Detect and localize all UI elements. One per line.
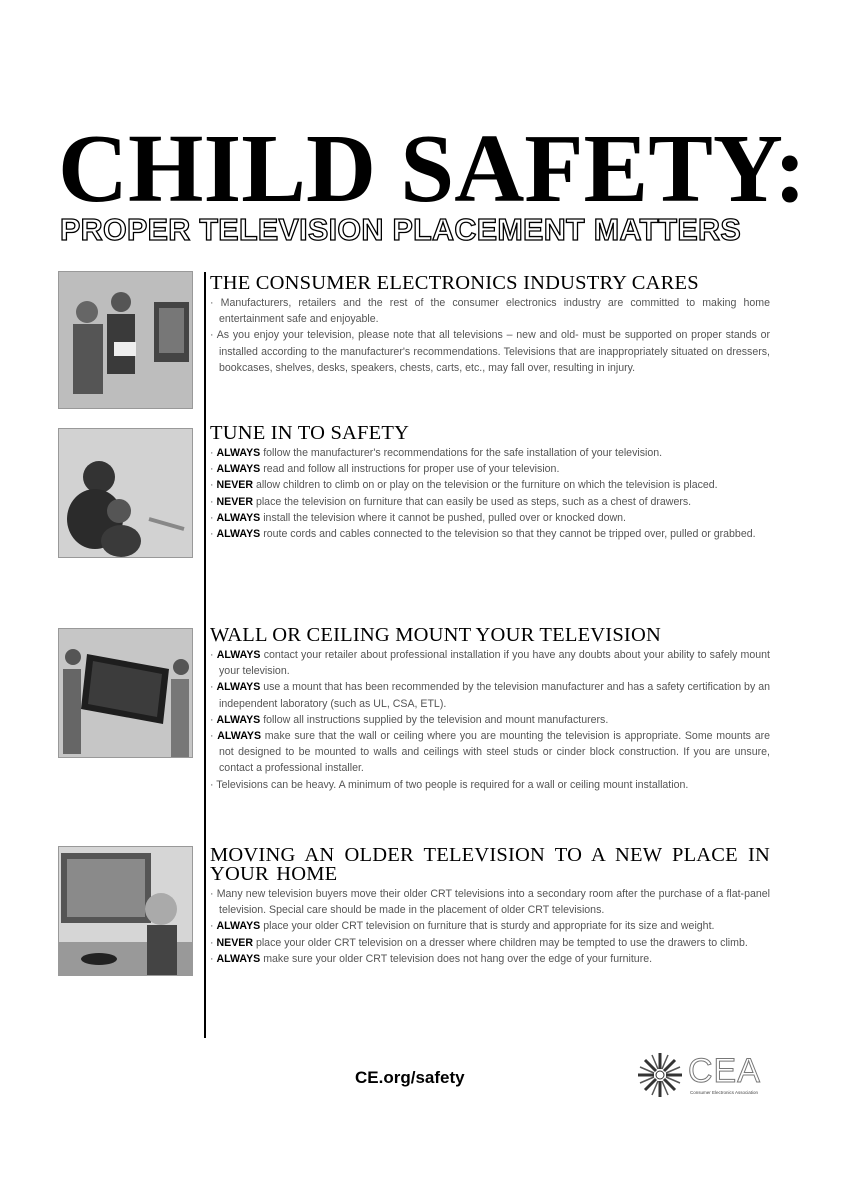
section-wall-mount — [210, 626, 770, 793]
bullet-text: As you enjoy your television, please note that all televisions – new and old- must be supported on proper stands or installed according to the manufacturer's recommendations. Televisions that are inappropriately situated on dressers, bookcases, shelves, desks, speakers, chests, carts, etc., may fall over, resulting in injury. — [216, 329, 770, 374]
bullet-text: contact your retailer about professional installation if you have any doubts about your ability to safely mount your television. — [219, 649, 770, 678]
section-heading: TUNE IN TO SAFETY — [210, 422, 410, 444]
section-tune-in-to-safety — [210, 424, 770, 542]
bullet-keyword: NEVER — [216, 479, 253, 492]
list-item: · ALWAYS make sure that the wall or ceiling where you are mounting the television is appropriate. Some mounts are not designed to be mounted to walls and ceilings with steel studs or cinder block construction. If you are unsure, contact a professional installer. — [210, 730, 771, 775]
list-item: · ALWAYS read and follow all instructions for proper use of your television. — [210, 463, 560, 476]
bullet-text: Many new television buyers move their older CRT televisions into a secondary room after the purchase of a flat-panel television. Special care should be made in the placement of older CRT televisions. — [216, 888, 770, 917]
bullet-text: Manufacturers, retailers and the rest of the consumer electronics industry are committed to making home entertainment safe and enjoyable. — [219, 297, 770, 326]
section-heading: THE CONSUMER ELECTRONICS INDUSTRY CARES — [210, 272, 699, 294]
section-heading: WALL OR CEILING MOUNT YOUR TELEVISION — [210, 624, 661, 646]
list-item: · NEVER allow children to climb on or play on the television or the furniture on which the television is placed. — [210, 479, 718, 492]
list-item: · ALWAYS use a mount that has been recommended by the television manufacturer and has a safety certification by an independent laboratory (such as UL, CSA, ETL). — [210, 681, 770, 710]
bullet-keyword: ALWAYS — [216, 920, 261, 933]
bullet-keyword: NEVER — [216, 936, 253, 949]
bullet-list — [210, 647, 770, 793]
section-industry-cares — [210, 274, 770, 376]
bullet-text: make sure that the wall or ceiling where you are mounting the television is appropriate. Some mounts are not designed to be mounted to walls and ceilings with steel studs or cinder block construction. If you are unsure, contact a professional installer. — [219, 730, 771, 775]
bullet-text: Televisions can be heavy. A minimum of two people is required for a wall or ceiling mount installation. — [216, 778, 689, 791]
logo-subtext: Consumer Electronics Association — [690, 1090, 759, 1095]
bullet-text: follow the manufacturer's recommendations for the safe installation of your television. — [263, 447, 663, 459]
photo-child-and-crt-tv — [58, 846, 193, 976]
bullet-text: use a mount that has been recommended by the television manufacturer and has a safety certification by an independent laboratory (such as UL, CSA, ETL). — [219, 681, 770, 710]
bullet-list — [210, 445, 770, 542]
bullet-keyword: ALWAYS — [216, 511, 261, 524]
bullet-text: place the television on furniture that can easily be used as steps, such as a chest of drawers. — [255, 495, 692, 508]
bullet-text: make sure your older CRT television does not hang over the edge of your furniture. — [263, 952, 653, 965]
vertical-divider — [204, 272, 206, 1038]
bullet-text: place your older CRT television on furniture that is sturdy and appropriate for its size and weight. — [263, 920, 715, 933]
page-title: CHILD SAFETY: — [58, 115, 807, 222]
bullet-text: route cords and cables connected to the television so that they cannot be tripped over, pulled or grabbed. — [263, 528, 756, 541]
list-item: · ALWAYS install the television where it cannot be pushed, pulled over or knocked down. — [210, 511, 626, 524]
bullet-text: follow all instructions supplied by the television and mount manufacturers. — [263, 713, 609, 726]
list-item: · Manufacturers, retailers and the rest of the consumer electronics industry are committed to making home entertainment safe and enjoyable. — [210, 297, 770, 326]
photo-mounting-tv — [58, 628, 193, 758]
list-item: · ALWAYS route cords and cables connected to the television so that they cannot be tripped over, pulled or grabbed. — [210, 528, 756, 541]
list-item: · Many new television buyers move their older CRT televisions into a secondary room after the purchase of a flat-panel television. Special care should be made in the placement of older CRT televisions. — [210, 888, 770, 917]
safety-url-link[interactable]: CE.org/safety — [355, 1068, 465, 1087]
bullet-text: place your older CRT television on a dresser where children may be tempted to use the drawers to climb. — [255, 936, 748, 949]
bullet-list — [210, 295, 770, 376]
list-item: · NEVER place your older CRT television on a dresser where children may be tempted to use the drawers to climb. — [210, 936, 748, 949]
bullet-text: allow children to climb on or play on the television or the furniture on which the television is placed. — [255, 479, 718, 492]
list-item: · ALWAYS follow all instructions supplied by the television and mount manufacturers. — [210, 713, 609, 726]
page-subtitle: PROPER TELEVISION PLACEMENT MATTERS — [60, 213, 741, 247]
bullet-list — [210, 886, 770, 967]
photo-store-shoppers — [58, 271, 193, 409]
bullet-keyword: ALWAYS — [217, 730, 262, 743]
list-item: · ALWAYS place your older CRT television on furniture that is sturdy and appropriate for its size and weight. — [210, 920, 715, 933]
bullet-keyword: ALWAYS — [216, 528, 261, 541]
bullet-keyword: ALWAYS — [216, 649, 261, 661]
bullet-keyword: ALWAYS — [216, 681, 261, 694]
bullet-keyword: ALWAYS — [216, 447, 261, 459]
bullet-keyword: ALWAYS — [216, 952, 261, 965]
bullet-text: install the television where it cannot be pushed, pulled over or knocked down. — [263, 511, 626, 524]
bullet-keyword: ALWAYS — [216, 463, 261, 476]
section-heading: MOVING AN OLDER TELEVISION TO A NEW PLACE IN YOUR HOME — [210, 844, 770, 885]
photo-family-watching-tv — [58, 428, 193, 558]
list-item: · Televisions can be heavy. A minimum of two people is required for a wall or ceiling mount installation. — [210, 778, 689, 791]
list-item: · NEVER place the television on furniture that can easily be used as steps, such as a chest of drawers. — [210, 495, 692, 508]
bullet-keyword: ALWAYS — [216, 713, 261, 726]
bullet-keyword: NEVER — [216, 495, 253, 508]
section-moving-older-tv — [210, 846, 770, 967]
list-item: · As you enjoy your television, please note that all televisions – new and old- must be supported on proper stands or installed according to the manufacturer's recommendations. Televisions that are inappropriately situated on dressers, bookcases, shelves, desks, speakers, chests, carts, etc., may fall over, resulting in injury. — [210, 329, 770, 374]
list-item: · ALWAYS follow the manufacturer's recommendations for the safe installation of your television. — [210, 447, 663, 459]
logo-wordmark: CEA — [688, 1052, 761, 1090]
list-item: · ALWAYS contact your retailer about professional installation if you have any doubts about your ability to safely mount your television. — [210, 649, 770, 678]
bullet-text: read and follow all instructions for proper use of your television. — [263, 463, 560, 476]
list-item: · ALWAYS make sure your older CRT television does not hang over the edge of your furniture. — [210, 952, 653, 965]
